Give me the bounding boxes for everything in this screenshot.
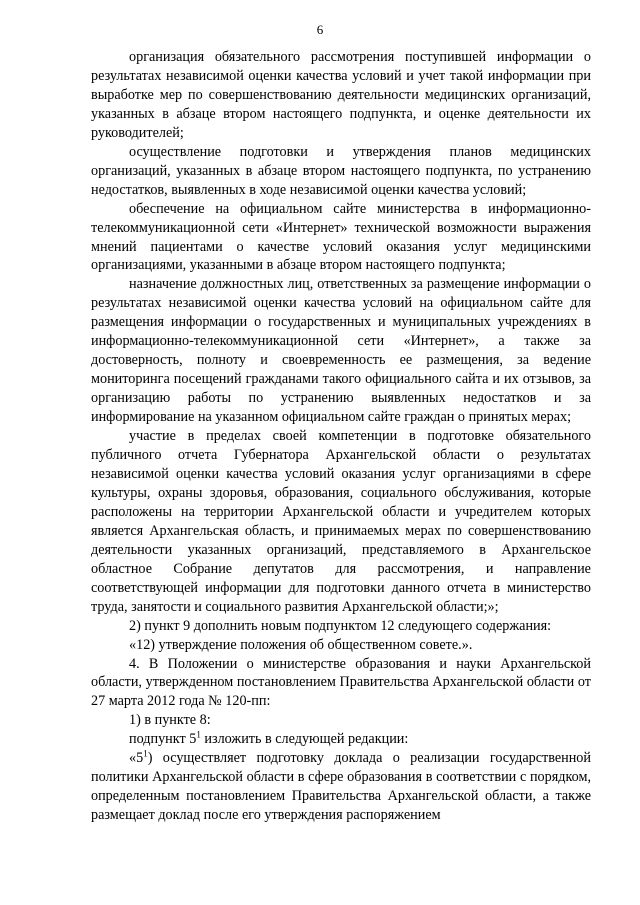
paragraph: «12) утверждение положения об общественном совете.». — [129, 636, 473, 653]
paragraph-subpoint — [91, 730, 591, 749]
paragraph-quoted — [91, 749, 591, 825]
quoted-text-before: «5 — [129, 750, 144, 767]
paragraph: осуществление подготовки и утверждения планов медицинских организаций, указанных в абзаце втором настоящего подпункта, по устранению недостатков, выявленных в ходе независимой оценки качества условий; — [91, 143, 591, 198]
paragraph: 2) пункт 9 дополнить новым подпунктом 12 следующего содержания: — [129, 617, 552, 634]
quoted-text-after: ) осуществляет подготовку доклада о реализации государственной политики Архангельской области в сфере образования в соответствии с порядком, определенным постановлением Правительства Архангельской области, а также размещает доклад после его утверждения распоряжением — [91, 750, 591, 824]
paragraph: организация обязательного рассмотрения поступившей информации о результатах независимой оценки качества условий и учет такой информации при выработке мер по совершенствованию деятельности медицинских организаций, указанных в абзаце втором настоящего подпункта, и оценке деятельности их руководителей; — [91, 49, 591, 141]
paragraph: обеспечение на официальном сайте министерства в информационно-телекоммуникационной сети «Интернет» технической возможности выражения мнений пациентами о качестве условий оказания услуг медицинскими организациями, указанными в абзаце втором настоящего подпункта; — [91, 200, 591, 274]
quoted-superscript: 1 — [143, 748, 148, 759]
document-body — [91, 48, 591, 825]
subpoint-text-before: подпункт 5 — [129, 731, 197, 748]
subpoint-text-after: изложить в следующей редакции: — [200, 731, 409, 748]
paragraph: участие в пределах своей компетенции в подготовке обязательного публичного отчета Губернатора Архангельской области о результатах независимой оценки качества условий оказания услуг организациями в сфере культуры, охраны здоровья, образования, социального обслуживания, которые расположены на территории Архангельской области и учредителем которых является Архангельская область, и принимаемых мерах по совершенствованию деятельности указанных организаций, представляемого в Архангельское областное Собрание депутатов для рассмотрения, и направление соответствующей информации для подготовки данного отчета в министерство труда, занятости и социального развития Архангельской области;»; — [91, 428, 591, 615]
subpoint-superscript: 1 — [196, 729, 201, 740]
paragraph: назначение должностных лиц, ответственных за размещение информации о результатах независимой оценки качества условий на официальном сайте для размещения информации о государственных и муниципальных учреждениях в информационно-телекоммуникационной сети «Интернет», а также за достоверность, полноту и своевременность ее размещения, за ведение мониторинга посещений гражданами такого официального сайта и их отзывов, за организацию работы по устранению выявленных недостатков и за информирование на указанном официальном сайте граждан о принятых мерах; — [91, 276, 591, 426]
paragraph: 4. В Положении о министерстве образования и науки Архангельской области, утвержденном постановлением Правительства Архангельской области от 27 марта 2012 года № 120-пп: — [91, 655, 591, 710]
page-number: 6 — [316, 22, 324, 37]
paragraph: 1) в пункте 8: — [129, 712, 211, 729]
